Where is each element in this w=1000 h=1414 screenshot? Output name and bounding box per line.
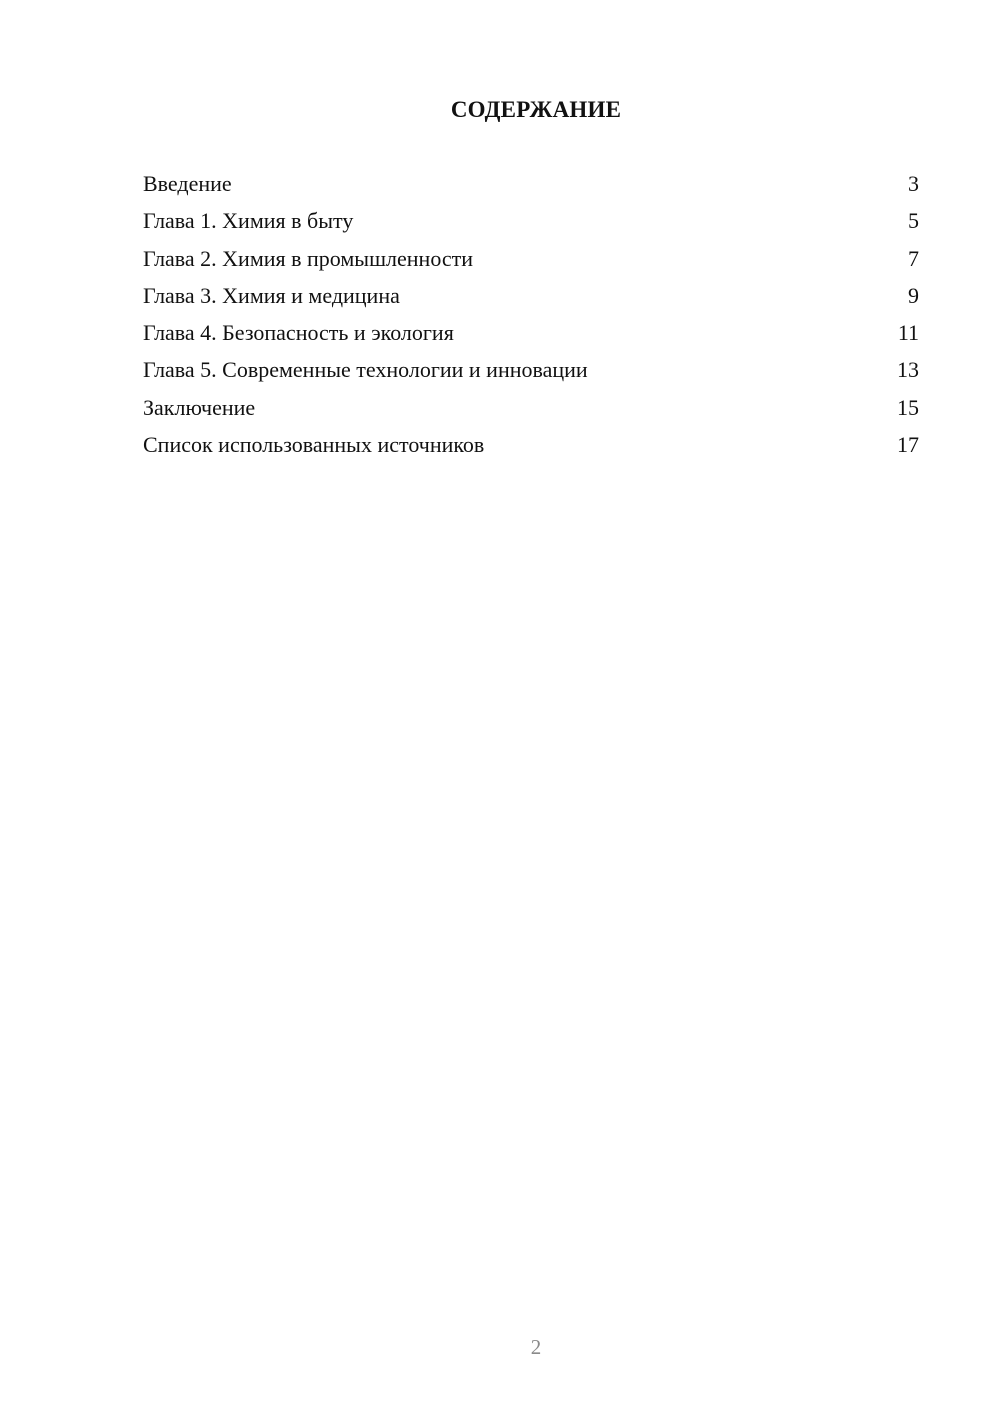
table-of-contents: [143, 169, 919, 467]
toc-entry-page: 13: [897, 357, 919, 383]
toc-entry-page: 5: [908, 208, 919, 234]
toc-entry-page: 17: [897, 432, 919, 458]
toc-entry: [143, 281, 919, 318]
toc-entry-label: Глава 2. Химия в промышленности: [143, 245, 474, 271]
toc-entry-label: Заключение: [143, 394, 256, 420]
toc-entry-label: Глава 5. Современные технологии и инновации: [143, 357, 588, 383]
toc-entry-page: 9: [908, 282, 919, 308]
toc-entry-label: Глава 1. Химия в быту: [143, 208, 354, 234]
toc-entry: [143, 355, 919, 392]
toc-entry-page: 7: [908, 245, 919, 271]
page-title: СОДЕРЖАНИЕ: [450, 97, 622, 122]
page-number: 2: [530, 1335, 542, 1359]
toc-entry: [143, 206, 919, 243]
toc-entry-label: Список использованных источников: [143, 432, 485, 458]
toc-entry: [143, 393, 919, 430]
toc-entry-label: Глава 3. Химия и медицина: [143, 282, 400, 308]
toc-entry-page: 15: [897, 394, 919, 420]
toc-entry: [143, 430, 919, 467]
toc-entry-label: Глава 4. Безопасность и экология: [143, 320, 454, 346]
toc-entry: [143, 244, 919, 281]
toc-entry-page: 11: [897, 320, 919, 346]
toc-entry-label: Введение: [143, 171, 232, 196]
toc-entry-page: 3: [908, 171, 919, 196]
toc-entry: [143, 169, 919, 206]
toc-entry: [143, 318, 919, 355]
